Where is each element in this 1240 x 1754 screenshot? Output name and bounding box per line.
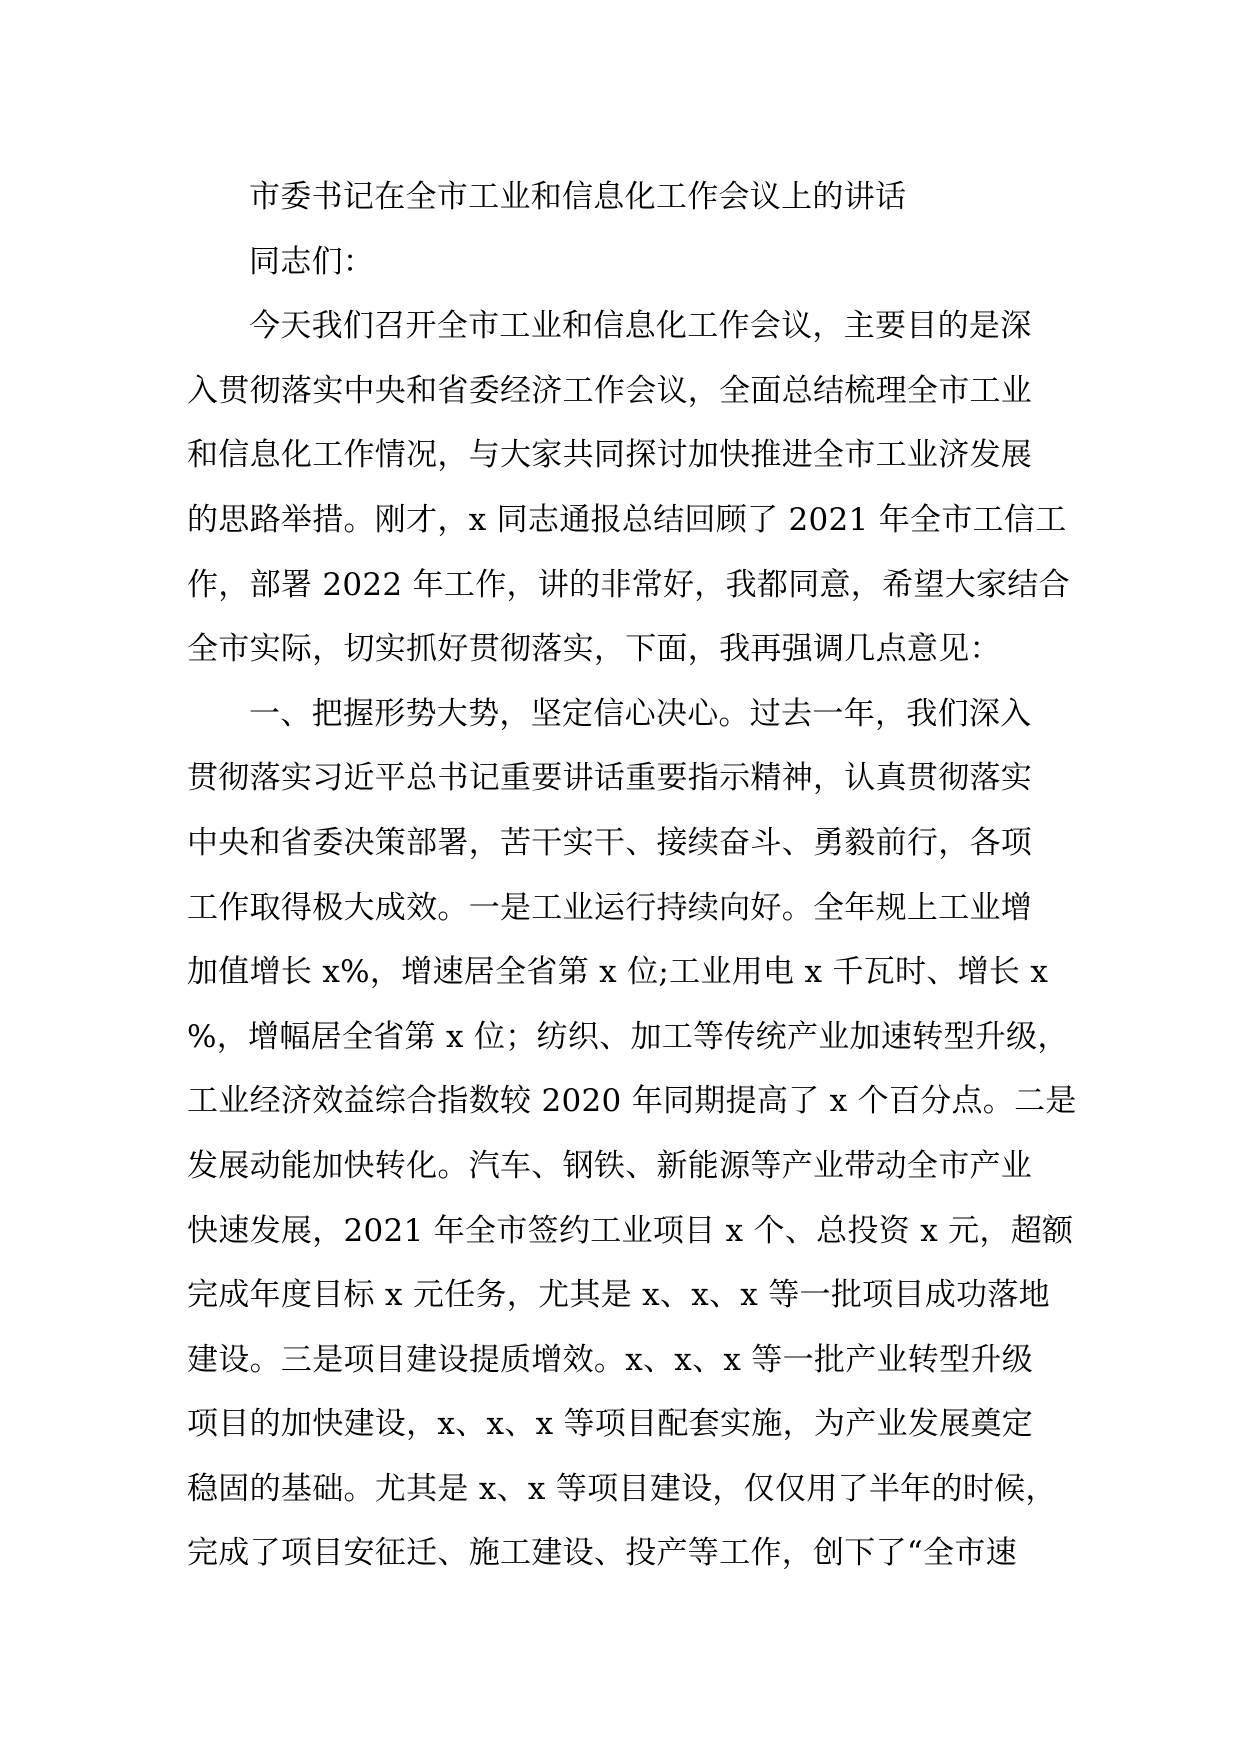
paragraph-line: 加值增长 x%，增速居全省第 x 位;工业用电 x 千瓦时、增长 x — [187, 954, 1049, 991]
paragraph-line: 和信息化工作情况，与大家共同探讨加快推进全市工业济发展 — [187, 437, 1033, 474]
paragraph-line: %，增幅居全省第 x 位；纺织、加工等传统产业加速转型升级， — [187, 1018, 1069, 1055]
paragraph-line: 一、把握形势大势，坚定信心决心。过去一年，我们深入 — [249, 695, 1032, 732]
paragraph-line: 工业经济效益综合指数较 2020 年同期提高了 x 个百分点。二是 — [187, 1083, 1077, 1120]
paragraph-line: 今天我们召开全市工业和信息化工作会议，主要目的是深 — [249, 308, 1032, 345]
paragraph-line: 完成年度目标 x 元任务，尤其是 x、x、x 等一批项目成功落地 — [187, 1277, 1050, 1314]
paragraph-line: 入贯彻落实中央和省委经济工作会议，全面总结梳理全市工业 — [187, 372, 1033, 409]
paragraph-line: 工作取得极大成效。一是工业运行持续向好。全年规上工业增 — [187, 889, 1033, 926]
paragraph-line: 完成了项目安征迁、施工建设、投产等工作，创下了“全市速 — [187, 1535, 1017, 1572]
salutation: 同志们： — [249, 243, 375, 280]
paragraph-line: 项目的加快建设，x、x、x 等项目配套实施，为产业发展奠定 — [187, 1406, 1033, 1443]
paragraph-line: 稳固的基础。尤其是 x、x 等项目建设，仅仅用了半年的时候， — [187, 1470, 1057, 1507]
paragraph-line: 发展动能加快转化。汽车、钢铁、新能源等产业带动全市产业 — [187, 1147, 1033, 1184]
document-title: 市委书记在全市工业和信息化工作会议上的讲话 — [249, 179, 907, 215]
paragraph-line: 的思路举措。刚才，x 同志通报总结回顾了 2021 年全市工信工 — [187, 501, 1067, 538]
paragraph-line: 作，部署 2022 年工作，讲的非常好，我都同意，希望大家结合 — [187, 566, 1070, 603]
paragraph-line: 快速发展，2021 年全市签约工业项目 x 个、总投资 x 元，超额 — [187, 1212, 1074, 1249]
paragraph-line: 贯彻落实习近平总书记重要讲话重要指示精神，认真贯彻落实 — [187, 760, 1033, 797]
paragraph-line: 中央和省委决策部署，苦干实干、接续奋斗、勇毅前行，各项 — [187, 824, 1033, 861]
paragraph-line: 建设。三是项目建设提质增效。x、x、x 等一批产业转型升级 — [187, 1341, 1033, 1378]
document-body — [187, 165, 1077, 1586]
paragraph-line: 全市实际，切实抓好贯彻落实，下面，我再强调几点意见： — [187, 631, 1001, 668]
